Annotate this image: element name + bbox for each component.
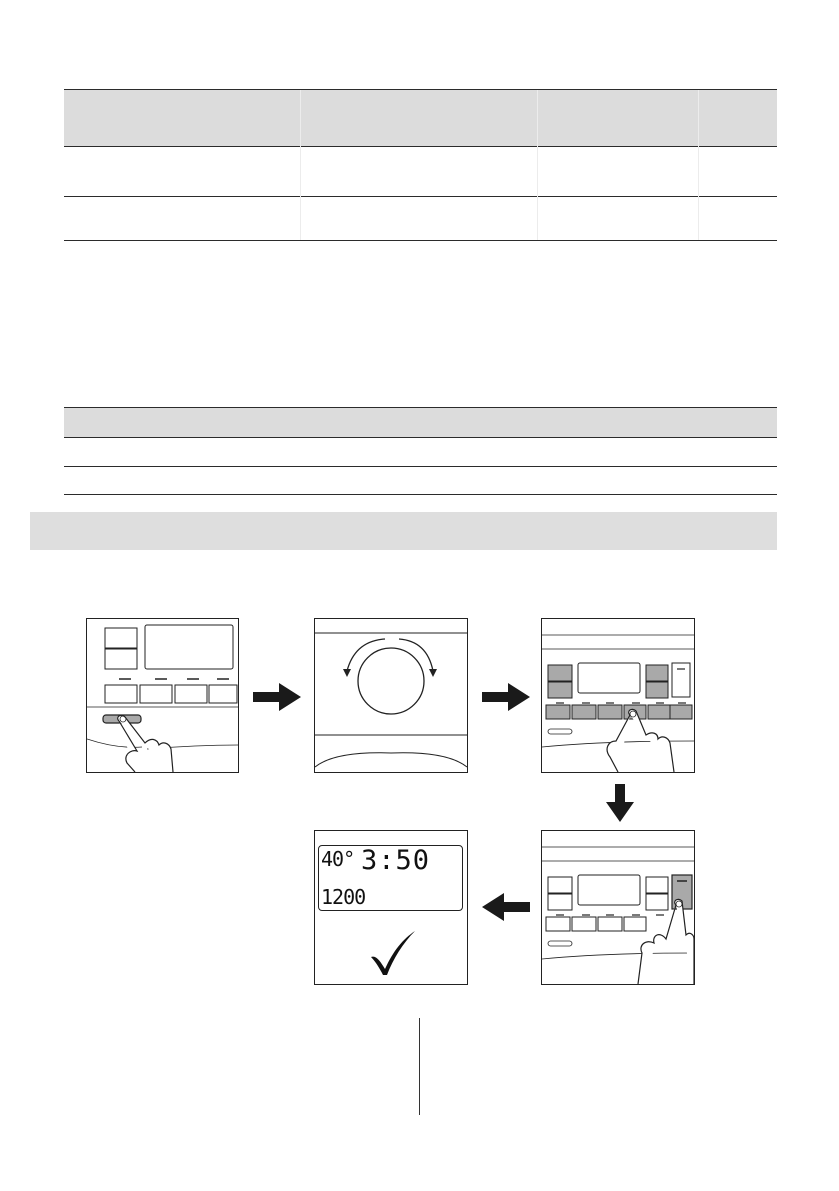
step-1-power-panel: [86, 618, 239, 773]
arrow-down-icon: [606, 784, 634, 822]
top-table-col-divider: [537, 90, 538, 240]
step-5-result-panel: [314, 830, 468, 985]
check-mark-icon: [369, 929, 417, 977]
top-table-rule-top: [64, 89, 777, 90]
top-table-col-divider: [300, 90, 301, 240]
bottom-table-header: [64, 408, 777, 437]
display-temperature: 40°: [321, 847, 355, 871]
display-time: 3:50: [361, 845, 431, 876]
bottom-table-rule-bottom: [64, 494, 777, 495]
top-table-rule-header: [64, 146, 777, 147]
step-2-dial-panel: [314, 618, 468, 773]
top-table-col-divider: [698, 90, 699, 240]
section-heading-bar: [30, 512, 777, 550]
top-table-rule-row1: [64, 196, 777, 197]
bottom-table-rule-row1: [64, 466, 777, 467]
column-divider: [419, 1018, 420, 1115]
top-table-rule-bottom: [64, 240, 777, 241]
arrow-left-icon: [482, 893, 530, 921]
step-3-options-panel: [541, 618, 695, 773]
arrow-right-icon: [253, 683, 301, 711]
display-spin-speed: 1200: [321, 885, 366, 909]
step-4-start-panel: [541, 830, 695, 985]
arrow-right-icon: [482, 683, 530, 711]
bottom-table-rule-header: [64, 437, 777, 438]
bottom-table-rule-top: [64, 407, 777, 408]
top-table-header: [64, 90, 777, 146]
